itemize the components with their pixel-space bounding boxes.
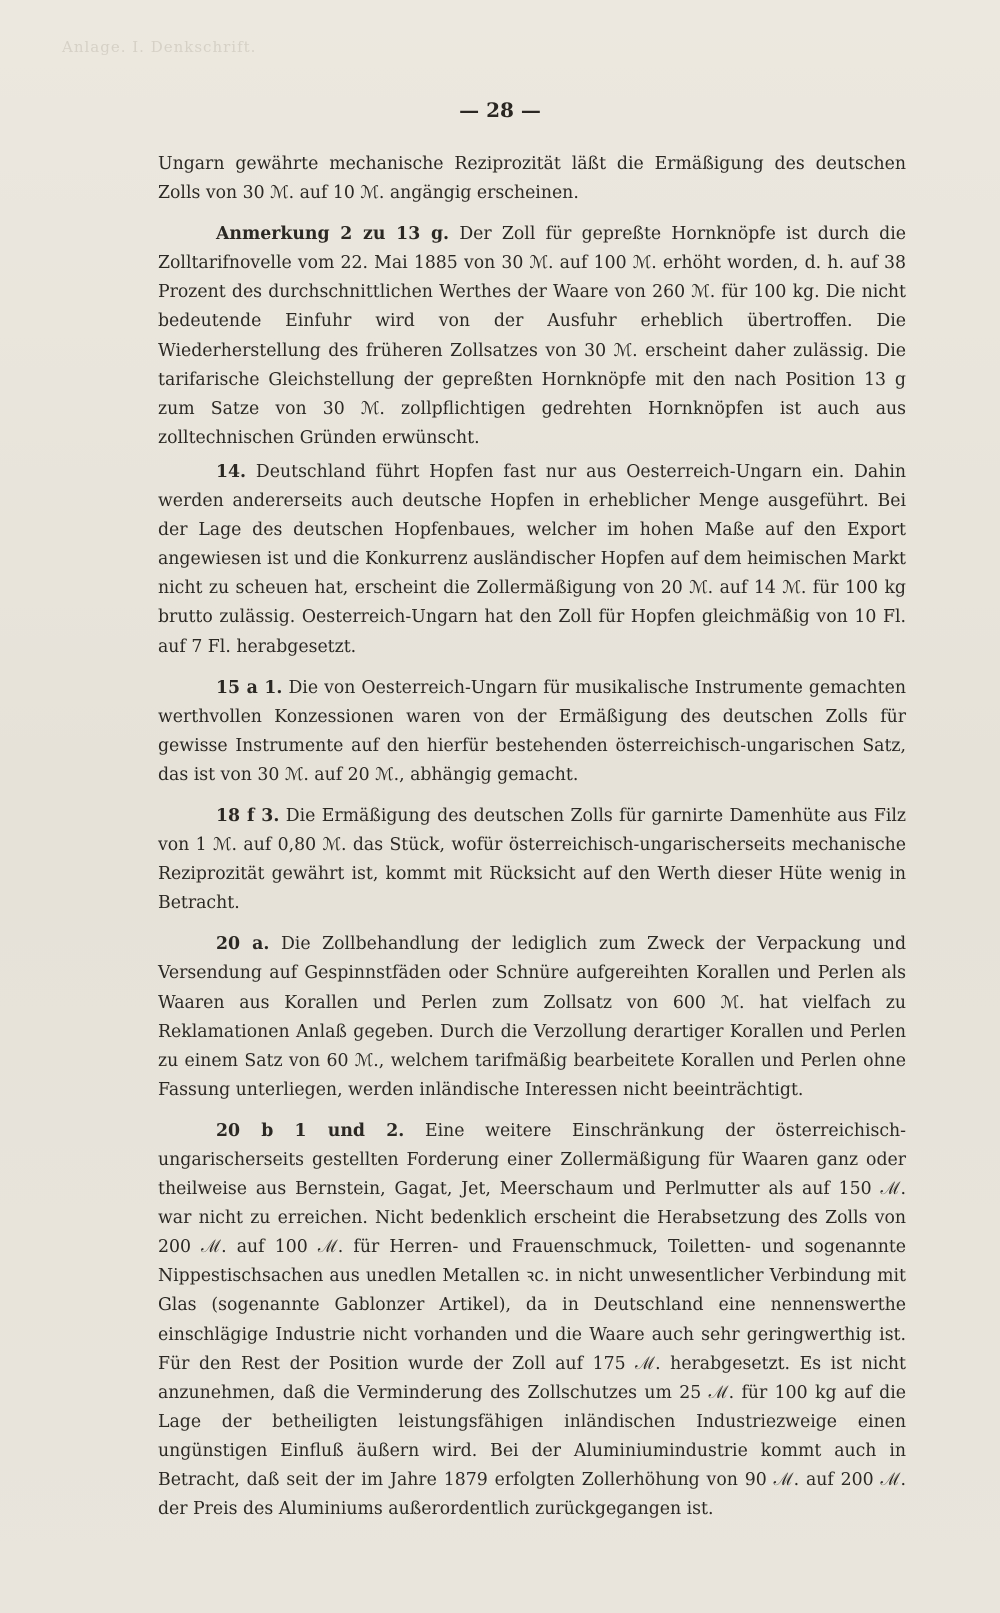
paragraph-text: Ungarn gewährte mechanische Reziprozität läßt die Ermäßigung des deutschen Zolls von 30 ℳ. auf 10 ℳ. angängig erscheinen. <box>158 154 906 204</box>
paragraph-lead: Anmerkung 2 zu 13 g. <box>216 224 450 245</box>
paragraph-lead: 15 a 1. <box>216 677 283 698</box>
bleed-through-header: Anlage. I. Denkschrift. <box>62 38 257 56</box>
paragraph-text: Der Zoll für gepreßte Hornknöpfe ist durch die Zolltarifnovelle vom 22. Mai 1885 von 30 ℳ. auf 100 ℳ. erhöht worden, d. h. auf 38 Prozent des durchschnittlichen Werthes der Waare von 260 ℳ. für 100 kg. Die nicht bedeutende Einfuhr wird von der Ausfuhr erheblich übertroffen. Die Wiederherstellung des früheren Zollsatzes von 30 ℳ. erscheint daher zulässig. Die tarifarische Gleichstellung der gepreßten Hornknöpfe mit den nach Position 13 g zum Satze von 30 ℳ. zollpflichtigen gedrehten Hornknöpfen ist auch aus zolltechnischen Gründen erwünscht. <box>158 224 906 448</box>
paragraph-20a <box>158 930 906 1105</box>
paragraph-anmerkung-13g <box>158 220 906 453</box>
paragraph-text: Eine weitere Einschränkung der österreichisch-ungarischerseits gestellten Forderung einer Zollermäßigung für Waaren ganz oder theilweise aus Bernstein, Gagat, Jet, Meerschaum und Perlmutter als auf 150 ℳ. war nicht zu erreichen. Nicht bedenklich erscheint die Herabsetzung des Zolls von 200 ℳ. auf 100 ℳ. für Herren- und Frauenschmuck, Toiletten- und sogenannte Nippestischsachen aus unedlen Metallen ꝛc. in nicht unwesentlicher Verbindung mit Glas (sogenannte Gablonzer Artikel), da in Deutschland eine nennenswerthe einschlägige Industrie nicht vorhanden und die Waare auch sehr geringwerthig ist. Für den Rest der Position wurde der Zoll auf 175 ℳ. herabgesetzt. Es ist nicht anzunehmen, daß die Verminderung des Zollschutzes um 25 ℳ. für 100 kg auf die Lage der betheiligten leistungsfähigen inländischen Industriezweige einen ungünstigen Einfluß äußern wird. Bei der Aluminiumindustrie kommt auch in Betracht, daß seit der im Jahre 1879 erfolgten Zollerhöhung von 90 ℳ. auf 200 ℳ. der Preis des Aluminiums außerordentlich zurückgegangen ist. <box>158 1120 906 1520</box>
body-text <box>158 150 906 1524</box>
paragraph-text: Deutschland führt Hopfen fast nur aus Oesterreich-Ungarn ein. Dahin werden andererseits auch deutsche Hopfen in erheblicher Menge ausgeführt. Bei der Lage des deutschen Hopfenbaues, welcher im hohen Maße auf den Export angewiesen ist und die Konkurrenz ausländischer Hopfen auf dem heimischen Markt nicht zu scheuen hat, erscheint die Zollermäßigung von 20 ℳ. auf 14 ℳ. für 100 kg brutto zulässig. Oesterreich-Ungarn hat den Zoll für Hopfen gleichmäßig von 10 Fl. auf 7 Fl. herabgesetzt. <box>158 461 906 657</box>
paragraph-lead: 20 b 1 und 2. <box>216 1120 405 1141</box>
page-number: — 28 — <box>459 98 541 122</box>
paragraph-18f3 <box>158 802 906 918</box>
paragraph-text: Die Ermäßigung des deutschen Zolls für garnirte Damenhüte aus Filz von 1 ℳ. auf 0,80 ℳ. das Stück, wofür österreichisch-ungarischerseits mechanische Reziprozität gewährt ist, kommt mit Rücksicht auf den Werth dieser Hüte wenig in Betracht. <box>158 805 906 914</box>
paragraph-15a1 <box>158 674 906 790</box>
paragraph-lead: 18 f 3. <box>216 805 280 826</box>
paragraph-continuation <box>158 150 906 208</box>
paragraph-14 <box>158 458 906 662</box>
paragraph-20b <box>158 1117 906 1524</box>
paragraph-text: Die Zollbehandlung der lediglich zum Zweck der Verpackung und Versendung auf Gespinnstfäden oder Schnüre aufgereihten Korallen und Perlen als Waaren aus Korallen und Perlen zum Zollsatz von 600 ℳ. hat vielfach zu Reklamationen Anlaß gegeben. Durch die Verzollung derartiger Korallen und Perlen zu einem Satz von 60 ℳ., welchem tarifmäßig bearbeitete Korallen und Perlen ohne Fassung unterliegen, werden inländische Interessen nicht beeinträchtigt. <box>158 934 907 1100</box>
paragraph-lead: 14. <box>216 461 247 482</box>
paragraph-lead: 20 a. <box>216 934 270 955</box>
paragraph-text: Die von Oesterreich-Ungarn für musikalische Instrumente gemachten werthvollen Konzessionen waren von der Ermäßigung des deutschen Zolls für gewisse Instrumente auf den hierfür bestehenden österreichisch-ungarischen Satz, das ist von 30 ℳ. auf 20 ℳ., abhängig gemacht. <box>158 677 906 785</box>
